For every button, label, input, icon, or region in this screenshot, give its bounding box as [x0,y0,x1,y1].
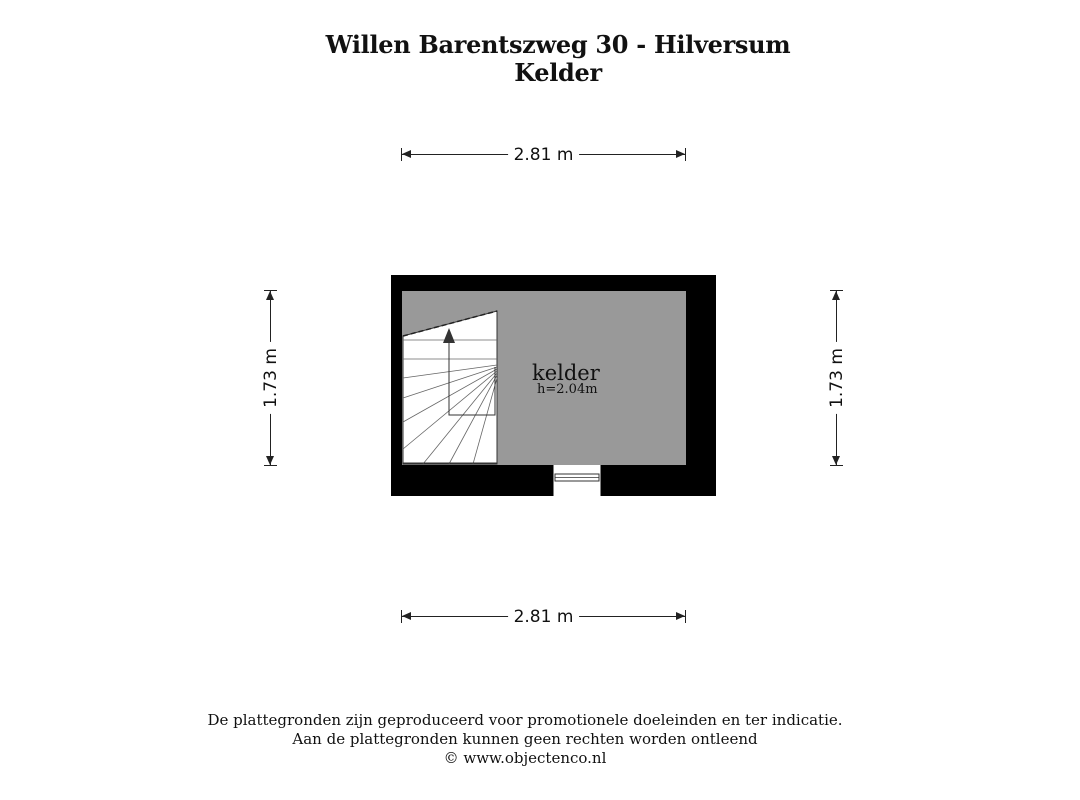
arrow-right-icon [676,612,685,620]
arrow-down-icon [832,456,840,465]
dimension-left-height [261,290,281,466]
dimension-tick [264,465,277,466]
arrow-up-icon [266,291,274,300]
dimension-label: 2.81 m [508,145,580,165]
floor-plan [391,275,716,497]
dimension-tick [685,148,686,161]
dimension-bottom-width [401,607,686,627]
arrow-right-icon [676,150,685,158]
dimension-tick [830,465,843,466]
plan-title-address: Willen Barentszweg 30 - Hilversum [325,30,791,59]
dimension-tick [685,610,686,623]
dimension-label: 1.73 m [827,342,847,414]
footer-disclaimer-2: Aan de plattegronden kunnen geen rechten worden ontleend [292,730,758,748]
dimension-label: 2.81 m [508,607,580,627]
dimension-right-height [827,290,847,466]
room-height: h=2.04m [537,382,598,397]
footer-disclaimer-1: De plattegronden zijn geproduceerd voor promotionele doeleinden en ter indicatie. [207,711,843,729]
dimension-label: 1.73 m [261,342,281,414]
arrow-down-icon [266,456,274,465]
plan-title-floor: Kelder [514,58,602,87]
room-name: kelder [532,361,600,385]
staircase [403,311,497,464]
arrow-left-icon [402,150,411,158]
arrow-left-icon [402,612,411,620]
arrow-up-icon [832,291,840,300]
dimension-top-width [401,145,686,165]
footer-copyright: © www.objectenco.nl [443,749,607,767]
